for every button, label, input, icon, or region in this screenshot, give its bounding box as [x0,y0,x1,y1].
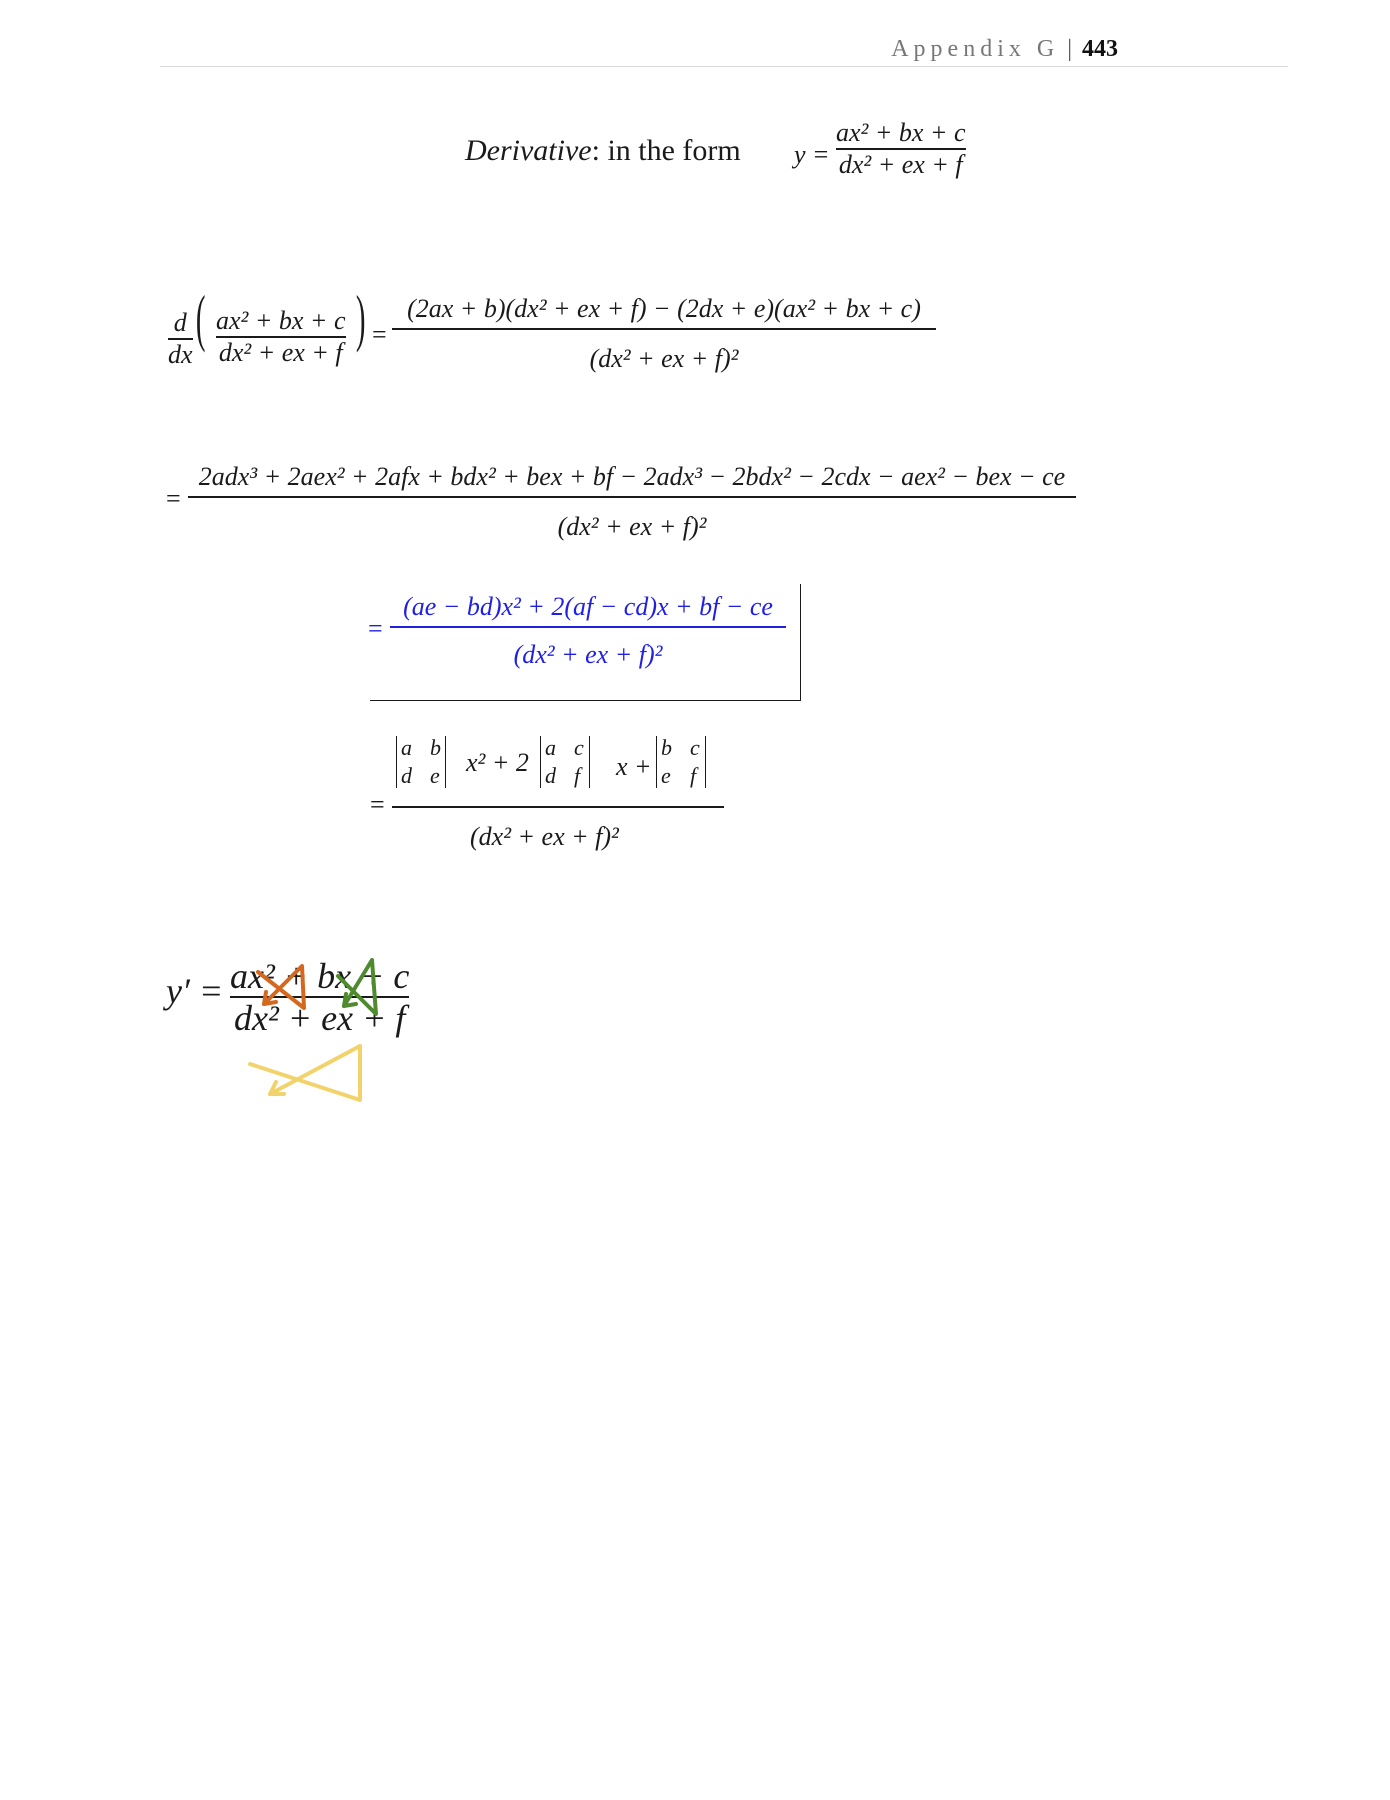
step1-right-paren: ) [355,282,366,353]
det1-d: d [401,763,412,788]
step3-denominator: (dx² + ex + f)² [513,639,663,669]
step2-equals: = [166,484,181,513]
form-numerator: ax² + bx + c [836,118,966,147]
step1-numerator: (2ax + b)(dx² + ex + f) − (2dx + e)(ax² + bx + c) [407,294,921,323]
step4-term1: x² + 2 [466,748,529,777]
step4-term2: x + [616,752,652,781]
det2-f: f [574,763,581,788]
det1-a: a [401,735,412,760]
det3-b: b [661,735,672,760]
step1-denominator: (dx² + ex + f)² [589,343,739,373]
step1-inner-num: ax² + bx + c [216,306,346,335]
step3-equals: = [368,614,383,643]
det1-e: e [430,763,440,788]
header-separator: | [1067,36,1072,62]
det3-f: f [690,763,697,788]
step2-numerator: 2adx³ + 2aex² + 2afx + bdx² + bex + bf − 2adx³ − 2bdx² − 2cdx − aex² − bex − ce [198,462,1066,491]
step1-operator-num: d [173,308,187,337]
step1-operator-den: dx [168,339,193,369]
header-label: Appendix G [891,36,1060,62]
step3-numerator: (ae − bd)x² + 2(af − cd)x + bf − ce [403,592,773,621]
title-word: Derivative [465,134,592,167]
det2-d: d [545,763,556,788]
det3-e: e [661,763,671,788]
step4-denominator: (dx² + ex + f)² [470,822,619,851]
handwritten-numerator: ax² + bx + c [230,956,410,996]
det2-a: a [545,735,556,760]
det2-c: c [574,735,584,760]
handwritten-denominator: dx² + ex + f [234,997,406,1038]
step1-left-paren: ( [195,282,206,353]
yellow-loop-stroke [250,1046,360,1100]
det1-b: b [430,735,441,760]
page-number: 443 [1082,36,1118,62]
form-lhs: y = [794,140,830,169]
step2-denominator: (dx² + ex + f)² [557,511,707,541]
step1-equals: = [372,320,387,349]
title-rest: : in the form [591,134,741,167]
step4-equals: = [370,790,385,819]
det3-c: c [690,735,700,760]
form-denominator: dx² + ex + f [838,149,963,179]
step1-inner-den: dx² + ex + f [218,337,343,367]
handwritten-lhs: y′ = [166,971,224,1011]
